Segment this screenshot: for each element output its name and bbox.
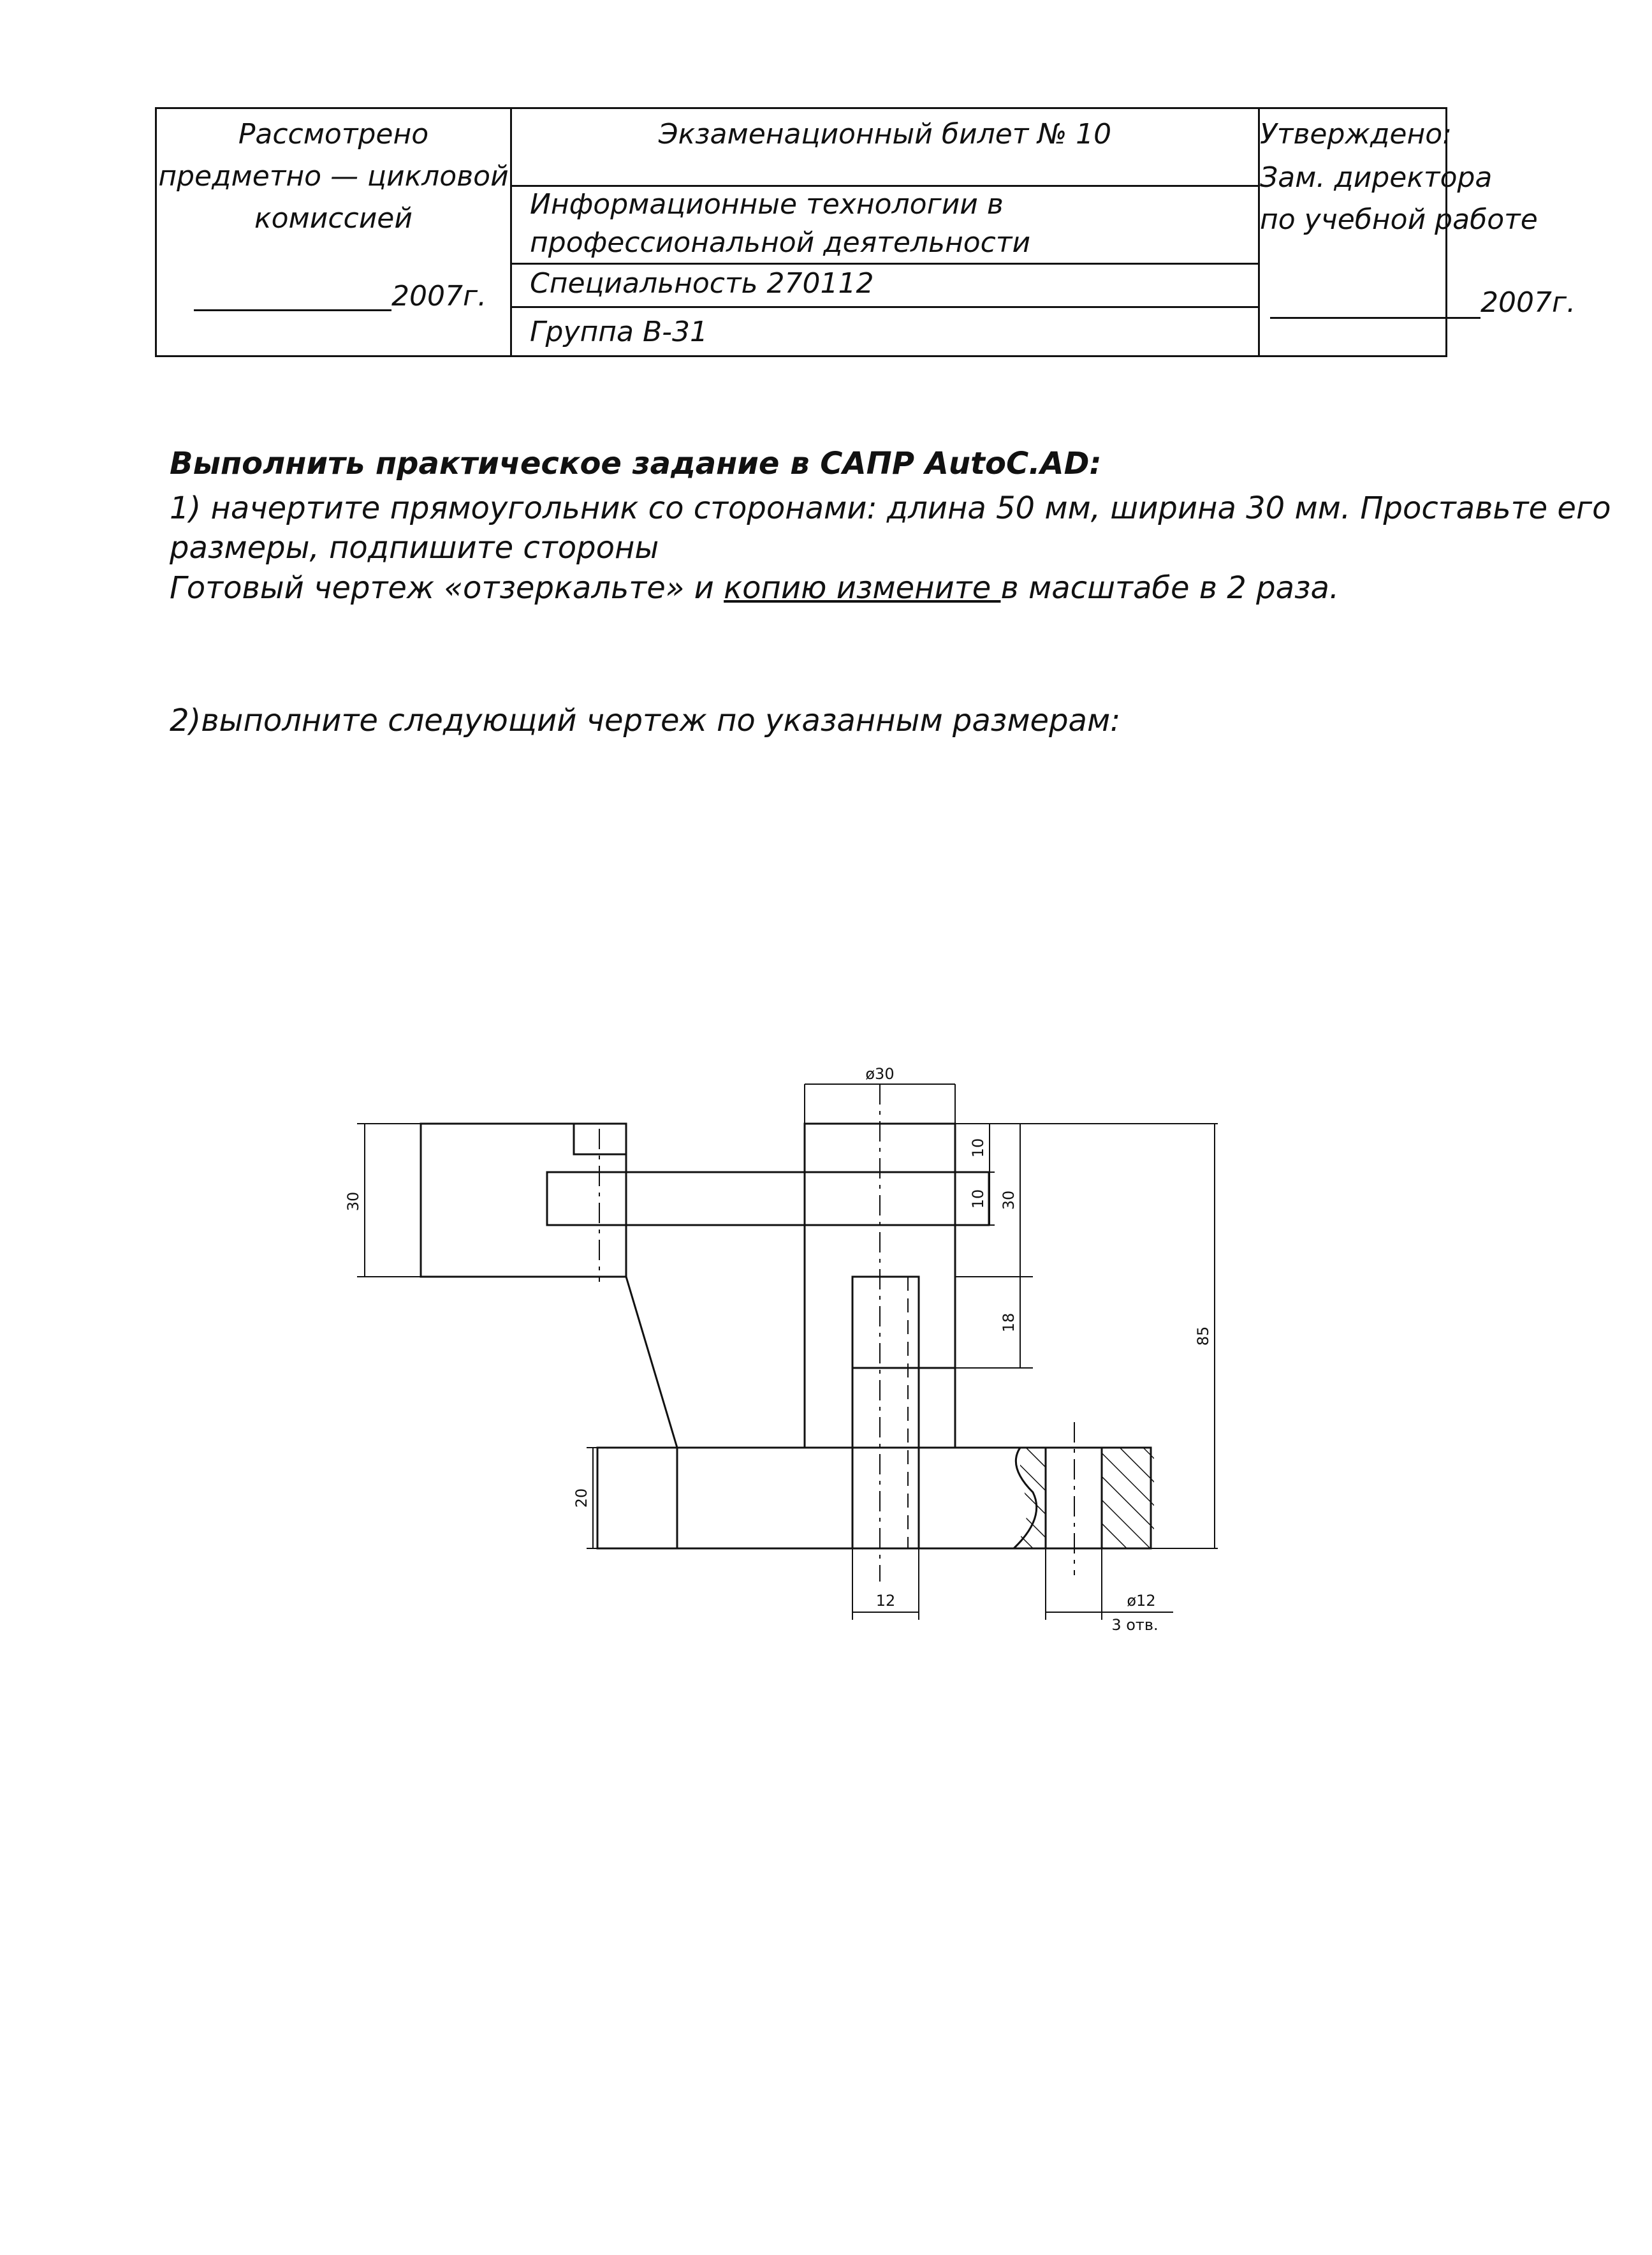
task-item1-line1: 1) начертите прямоугольник со сторонами: длина 50 мм, ширина 30 мм. Проставьте его <box>170 490 1611 526</box>
left-block <box>421 1124 626 1277</box>
left-year: 2007г. <box>391 280 487 312</box>
dim-d30-top: ø30 <box>865 1065 895 1083</box>
dim-holes: 3 отв. <box>1111 1616 1159 1634</box>
group: Группа В-31 <box>530 316 708 348</box>
sloped-rib <box>626 1277 677 1448</box>
dim-20: 20 <box>573 1488 590 1508</box>
dim-85: 85 <box>1194 1326 1212 1346</box>
specialty: Специальность 270112 <box>530 267 874 300</box>
task-item1-line2: размеры, подпишите стороны <box>170 530 659 566</box>
hatch-right <box>1102 1448 1154 1548</box>
subject-line2: профессиональной деятельности <box>530 226 1031 259</box>
dim-10-b: 10 <box>969 1189 987 1209</box>
inner-sleeve <box>852 1277 919 1548</box>
right-year: 2007г. <box>1480 286 1576 319</box>
ticket-title: Экзаменационный билет № 10 <box>658 118 1112 151</box>
dim-d12-hole: ø12 <box>1127 1592 1156 1610</box>
horizontal-arm <box>547 1172 989 1225</box>
approved-label: Утверждено: <box>1260 118 1452 151</box>
deputy-director: Зам. директора <box>1260 161 1493 194</box>
base-plate <box>597 1448 1151 1548</box>
dim-30-right: 30 <box>1000 1190 1018 1210</box>
task-heading: Выполнить практическое задание в САПР AutoC.AD: <box>170 446 1102 481</box>
task-item1-line3-post: в масштабе в 2 раза. <box>1000 570 1340 606</box>
committee-line2: комиссией <box>254 202 413 235</box>
task-item2: 2)выполните следующий чертеж по указанным размерам: <box>170 703 1121 738</box>
task-item1-line3-underlined: копию измените <box>724 570 1001 606</box>
subject-line1: Информационные технологии в <box>530 188 1004 221</box>
dim-12: 12 <box>875 1592 896 1610</box>
hatch-left <box>1014 1448 1046 1548</box>
dim-18: 18 <box>1000 1312 1018 1333</box>
committee-line1: предметно — цикловой <box>158 160 509 193</box>
dim-30-left: 30 <box>344 1191 362 1212</box>
dim-10-a: 10 <box>969 1138 987 1158</box>
academic-work: по учебной работе <box>1260 203 1538 236</box>
reviewed-label: Рассмотрено <box>238 118 429 151</box>
task-item1-line3-pre: Готовый чертеж «отзеркальте» и <box>170 570 724 606</box>
